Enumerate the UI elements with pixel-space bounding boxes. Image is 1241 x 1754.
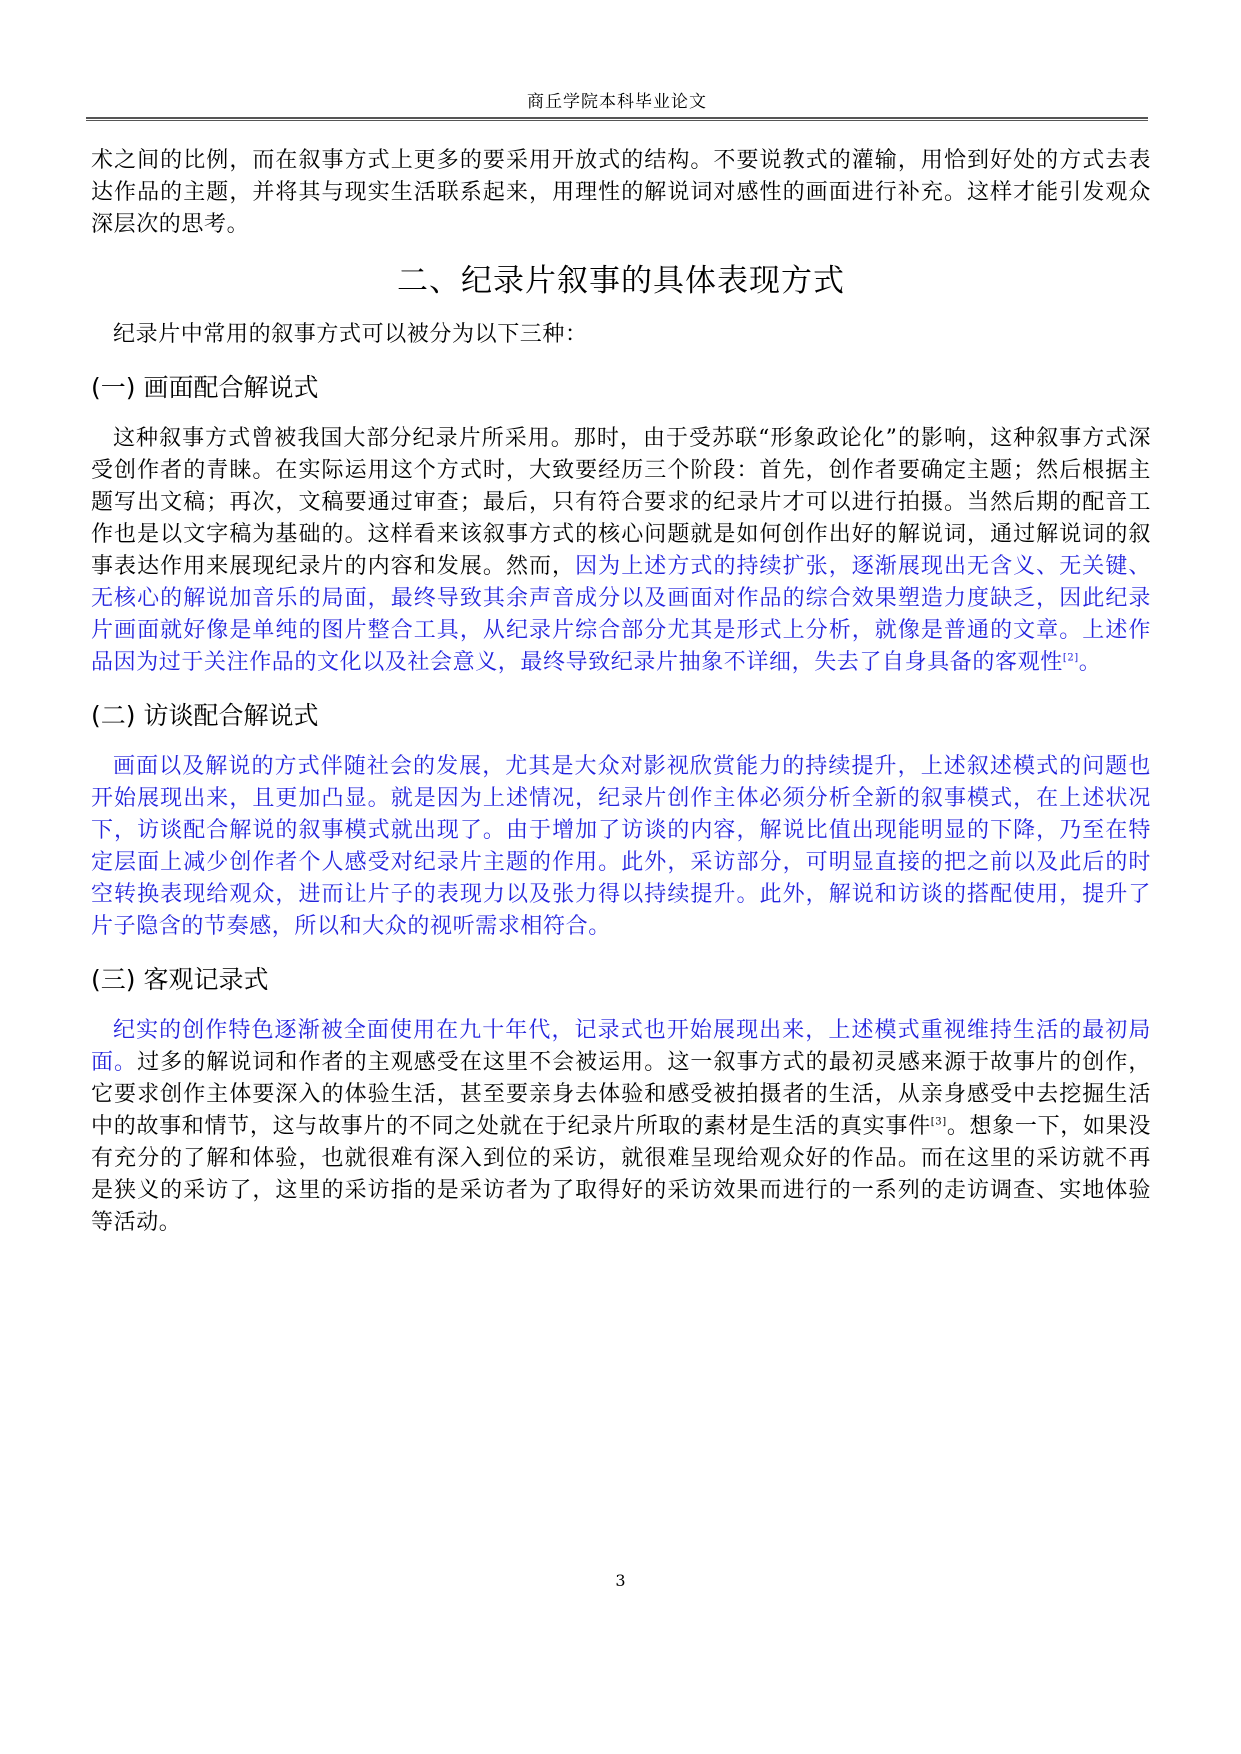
section-title: 二、纪录片叙事的具体表现方式 [397,263,845,299]
page-body [91,145,1151,1239]
paragraph-text: 。想象一下，如果没有充分的了解和体验，也就很难有深入到位的采访，就很难呈现给观众好的作品。而在这里的采访就不再是狭义的采访了，这里的采访指的是采访者为了取得好的采访效果而进行的一系列的走访调查、实地体验等活动。 [91,1114,1152,1235]
revised-text: 纪实的创作特色逐渐被全面使用在九十年代，记录式也开始展现出来，上述模式重视维持生活的最初局面。 [91,1018,1151,1075]
paragraph-text: 过多的解说词和作者的主观感受在这里不会被运用。这一叙事方式的最初灵感来源于故事片的创作，它要求创作主体要深入的体验生活，甚至要亲身去体验和感受被拍摄者的生活，从亲身感受中去挖掘生活中的故事和情节，这与故事片的不同之处就在于纪录片所取的素材是生活的真实事件 [91,1050,1151,1139]
citation-marker[interactable]: [3] [930,1116,947,1128]
header-rule [86,117,1148,121]
section-intro: 纪录片中常用的叙事方式可以被分为以下三种： [113,322,588,347]
subsection-paragraph-1 [91,423,1151,679]
subsection-paragraph-2 [91,751,1151,943]
subsection-heading-2: (二) 访谈配合解说式 [91,701,319,730]
subsection-heading-1: (一) 画面配合解说式 [91,373,319,402]
citation-marker[interactable]: [2] [1062,652,1079,664]
subsection-paragraph-3 [91,1015,1151,1239]
page-header-title: 商丘学院本科毕业论文 [527,92,707,112]
subsection-heading-3: (三) 客观记录式 [91,965,269,994]
revised-text: 画面以及解说的方式伴随社会的发展，尤其是大众对影视欣赏能力的持续提升，上述叙述模式的问题也开始展现出来，且更加凸显。就是因为上述情况，纪录片创作主体必须分析全新的叙事模式，在上述状况下，访谈配合解说的叙事模式就出现了。由于增加了访谈的内容，解说比值出现能明显的下降，乃至在特定层面上减少创作者个人感受对纪录片主题的作用。此外，采访部分，可明显直接的把之前以及此后的时空转换表现给观众，进而让片子的表现力以及张力得以持续提升。此外，解说和访谈的搭配使用，提升了片子隐含的节奏感，所以和大众的视听需求相符合。 [91,754,1151,939]
page-number: 3 [615,1571,626,1590]
paragraph-text: 这种叙事方式曾被我国大部分纪录片所采用。那时，由于受苏联“形象政论化”的影响，这种叙事方式深受创作者的青睐。在实际运用这个方式时，大致要经历三个阶段：首先，创作者要确定主题；然后根据主题写出文稿；再次，文稿要通过审查；最后，只有符合要求的纪录片才可以进行拍摄。当然后期的配音工作也是以文字稿为基础的。这样看来该叙事方式的核心问题就是如何创作出好的解说词，通过解说词的叙事表达作用来展现纪录片的内容和发展。然而， [91,426,1151,579]
revised-text: 因为上述方式的持续扩张，逐渐展现出无含义、无关键、无核心的解说加音乐的局面，最终导致其余声音成分以及画面对作品的综合效果塑造力度缺乏，因此纪录片画面就好像是单纯的图片整合工具，从纪录片综合部分尤其是形式上分析，就像是普通的文章。上述作品因为过于关注作品的文化以及社会意义，最终导致纪录片抽象不详细，失去了自身具备的客观性 [91,554,1151,675]
paragraph-end: 。 [1078,650,1102,675]
continuation-paragraph: 术之间的比例，而在叙事方式上更多的要采用开放式的结构。不要说教式的灌输，用恰到好处的方式去表达作品的主题，并将其与现实生活联系起来，用理性的解说词对感性的画面进行补充。这样才能引发观众深层次的思考。 [91,148,1151,237]
